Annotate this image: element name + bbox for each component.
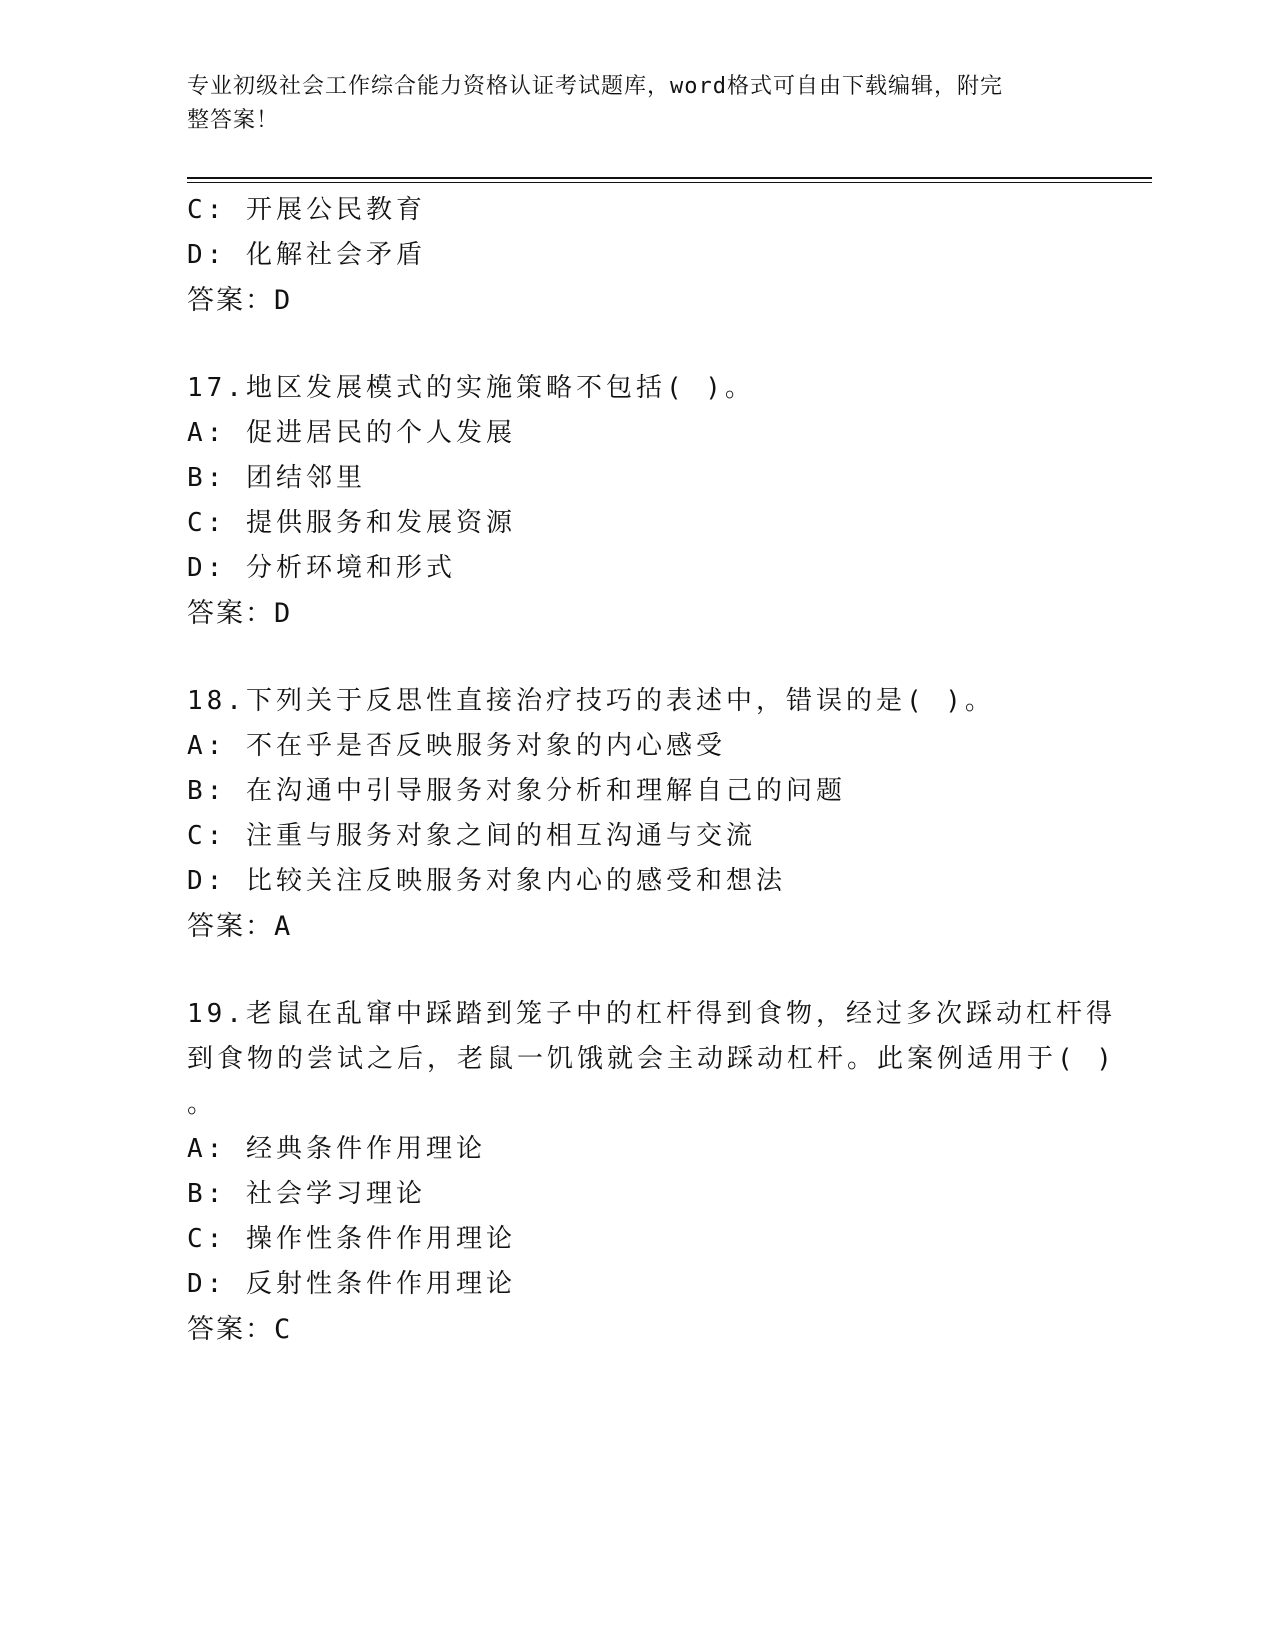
answer-label: 答案： [187,911,274,942]
question-17 [187,366,1147,637]
question-stem-line1: 19.老鼠在乱窜中踩踏到笼子中的杠杆得到食物，经过多次踩动杠杆得 [187,999,1116,1029]
question-19 [187,992,1147,1353]
option-d: D: 分析环境和形式 [187,553,456,583]
option-c: C: 提供服务和发展资源 [187,508,516,538]
spacer [187,637,1147,679]
option-a: A: 经典条件作用理论 [187,1134,486,1164]
question-stem: 18.下列关于反思性直接治疗技巧的表述中，错误的是( )。 [187,686,995,716]
answer-value: A [274,911,291,942]
question-stem: 17.地区发展模式的实施策略不包括( )。 [187,373,755,403]
answer-value: D [274,598,291,629]
answer [187,1307,1147,1353]
header-text-line1: 专业初级社会工作综合能力资格认证考试题库，word格式可自由下载编辑，附完 [187,74,1003,99]
answer-label: 答案： [187,598,274,629]
option-a: A: 促进居民的个人发展 [187,418,516,448]
header-divider-thin [187,182,1152,183]
answer-label: 答案： [187,285,274,316]
option-b: B: 在沟通中引导服务对象分析和理解自己的问题 [187,776,846,806]
answer-label: 答案： [187,1314,274,1345]
header-text-line2: 整答案！ [187,108,280,133]
option-b: B: 社会学习理论 [187,1179,426,1209]
option-d: D: 反射性条件作用理论 [187,1269,516,1299]
spacer [187,324,1147,366]
answer [187,904,1147,950]
spacer [187,950,1147,992]
answer-value: C [274,1314,291,1345]
answer [187,278,1147,324]
answer [187,591,1147,637]
question-16-continuation [187,188,1147,324]
question-18 [187,679,1147,950]
question-stem-line2: 到食物的尝试之后，老鼠一饥饿就会主动踩动杠杆。此案例适用于( ) [187,1044,1116,1074]
header-divider-thick [187,177,1152,179]
option-d: D: 比较关注反映服务对象内心的感受和想法 [187,866,786,896]
answer-value: D [274,285,291,316]
question-list [187,188,1147,1353]
option-a: A: 不在乎是否反映服务对象的内心感受 [187,731,726,761]
option-d: D: 化解社会矛盾 [187,240,426,270]
question-stem-line3: 。 [187,1089,218,1119]
document-header [187,70,1067,138]
option-c: C: 开展公民教育 [187,195,426,225]
option-c: C: 操作性条件作用理论 [187,1224,516,1254]
option-b: B: 团结邻里 [187,463,366,493]
option-c: C: 注重与服务对象之间的相互沟通与交流 [187,821,756,851]
